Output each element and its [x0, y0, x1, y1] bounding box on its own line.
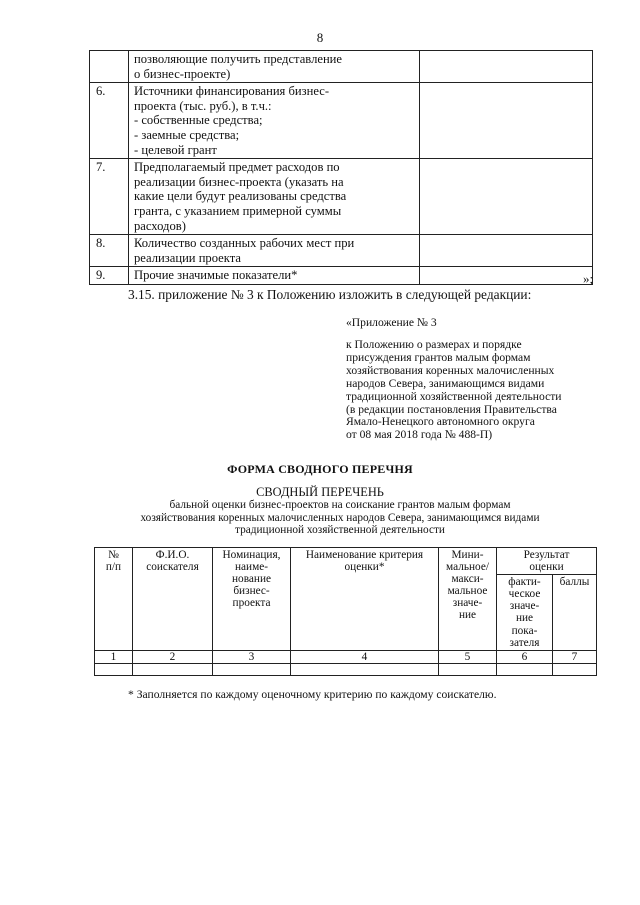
header-nomination: Номинация, наиме- нование бизнес- проекта	[213, 548, 291, 651]
column-number: 4	[291, 650, 439, 663]
column-number: 7	[553, 650, 597, 663]
table-row	[90, 235, 593, 267]
header-num: № п/п	[95, 548, 133, 651]
header-criterion: Наименование критерия оценки*	[291, 548, 439, 651]
page-number: 8	[316, 30, 324, 45]
summary-title: СВОДНЫЙ ПЕРЕЧЕНЬ	[256, 485, 384, 499]
row-value	[420, 159, 593, 235]
row-number: 6.	[90, 83, 129, 159]
project-info-table	[89, 50, 593, 285]
header-points: баллы	[553, 575, 597, 651]
appendix-heading: «Приложение № 3	[346, 316, 437, 329]
header-actual-value: факти- ческое значе- ние пока- зателя	[497, 575, 553, 651]
table-row	[90, 159, 593, 235]
empty-row	[95, 663, 597, 675]
footnote: * Заполняется по каждому оценочному критерию по каждому соискателю.	[128, 688, 497, 701]
table-row	[90, 51, 593, 83]
column-number: 5	[439, 650, 497, 663]
row-number: 9.	[90, 267, 129, 285]
column-number: 2	[133, 650, 213, 663]
row-number	[90, 51, 129, 83]
row-description: позволяющие получить представление о бизнес-проекте)	[129, 51, 420, 83]
row-value	[420, 83, 593, 159]
header-minmax: Мини- мальное/ макси- мальное значе- ние	[439, 548, 497, 651]
table-row	[90, 267, 593, 285]
summary-subtitle: бальной оценки бизнес-проектов на соискание грантов малым формам хозяйствования коренных малочисленных народов Севера, занимающимся видами традиционной хозяйственной деятельности	[140, 499, 540, 537]
form-title: ФОРМА СВОДНОГО ПЕРЕЧНЯ	[227, 462, 413, 476]
appendix-reference: к Положению о размерах и порядке присуждения грантов малым формам хозяйствования коренных малочисленных народов Севера, занимающимся видами традиционной хозяйственной деятельности (в редакции постановления Правительства Ямало-Ненецкого автономного округа от 08 мая 2018 года № 488-П)	[346, 338, 562, 442]
column-number: 1	[95, 650, 133, 663]
row-description: Прочие значимые показатели*	[129, 267, 420, 285]
column-number: 3	[213, 650, 291, 663]
end-quote-mark: »;	[583, 271, 594, 286]
row-value	[420, 235, 593, 267]
row-description: Количество созданных рабочих мест при реализации проекта	[129, 235, 420, 267]
row-description: Предполагаемый предмет расходов по реализации бизнес-проекта (указать на какие цели будут реализованы средства гранта, с указанием примерной суммы расходов)	[129, 159, 420, 235]
header-applicant: Ф.И.О. соискателя	[133, 548, 213, 651]
clause-3-15: 3.15. приложение № 3 к Положению изложить в следующей редакции:	[128, 287, 532, 302]
row-value	[420, 267, 593, 285]
row-number: 8.	[90, 235, 129, 267]
evaluation-grid-table	[94, 547, 597, 676]
header-result: Результат оценки	[497, 548, 597, 575]
row-value	[420, 51, 593, 83]
row-description: Источники финансирования бизнес- проекта (тыс. руб.), в т.ч.: - собственные средства; - заемные средства; - целевой грант	[129, 83, 420, 159]
column-number: 6	[497, 650, 553, 663]
row-number: 7.	[90, 159, 129, 235]
table-row	[90, 83, 593, 159]
